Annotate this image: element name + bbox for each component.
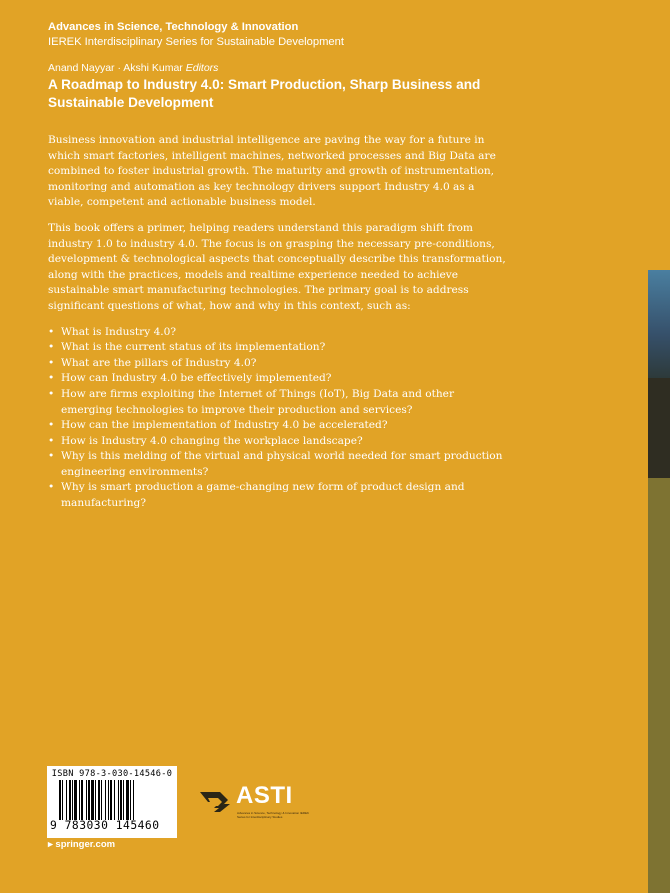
- list-item: • How is Industry 4.0 changing the workplace landscape?: [48, 434, 506, 450]
- paragraph: This book offers a primer, helping readers understand this paradigm shift from industry 1.0 to industry 4.0. The focus is on grasping the necessary pre-conditions, development & technological aspects that conceptually describe this transformation, along with the practices, models and realtime experience needed to achieve sustainable smart manufacturing technologies. The primary goal is to address significant questions of what, how and why in this context, such as:: [48, 221, 506, 312]
- barcode-bar: [110, 780, 112, 820]
- barcode-bar: [72, 780, 73, 820]
- editors: [48, 62, 218, 74]
- paragraph: Business innovation and industrial intelligence are paving the way for a future in which smart factories, intelligent machines, networked processes and Big Data are combined to foster industrial growth. The maturity and growth of instrumentation, monitoring and automation as key technology drivers support Industry 4.0 as a viable, competent and actionable business model.: [48, 134, 496, 209]
- barcode-bar: [88, 780, 90, 820]
- barcode-bar: [86, 780, 87, 820]
- barcode-bar: [133, 780, 134, 820]
- barcode-bar: [108, 780, 109, 820]
- editor-names: Anand Nayyar · Akshi Kumar: [48, 62, 183, 74]
- barcode-bar: [105, 780, 106, 820]
- back-cover-text: [48, 133, 506, 512]
- book-title: A Roadmap to Industry 4.0: Smart Production, Sharp Business and Sustainable Development: [48, 77, 481, 110]
- barcode-bar: [98, 780, 100, 820]
- list-item: • How can Industry 4.0 be effectively implemented?: [48, 371, 506, 387]
- barcode-bar: [118, 780, 119, 820]
- barcode-bar: [81, 780, 83, 820]
- barcode-bar: [114, 780, 115, 820]
- barcode-bar: [120, 780, 122, 820]
- barcode-bars: [59, 780, 169, 822]
- list-item: • How are firms exploiting the Internet of Things (IoT), Big Data and other emerging technologies to improve their production and services?: [48, 387, 506, 418]
- springer-link[interactable]: ▸ springer.com: [48, 839, 116, 850]
- barcode-bar: [59, 780, 61, 820]
- barcode-bar: [74, 780, 77, 820]
- edge-stripe-dark: [648, 378, 670, 478]
- asti-logo-tagline: Advances in Science, Technology & Innovation IEREK Series for Interdisciplinary Studies: [237, 811, 309, 819]
- barcode-bar: [95, 780, 96, 820]
- barcode-digits: 9 783030 145460: [50, 819, 160, 832]
- barcode-bar: [66, 780, 67, 820]
- list-item: • What is the current status of its implementation?: [48, 340, 506, 356]
- series-subtitle: IEREK Interdisciplinary Series for Sustainable Development: [48, 36, 344, 48]
- edge-stripe-olive: [648, 478, 670, 893]
- barcode-bar: [69, 780, 71, 820]
- barcode-bar: [126, 780, 129, 820]
- barcode-bar: [123, 780, 124, 820]
- editor-role: Editors: [185, 62, 219, 74]
- isbn-label: ISBN 978-3-030-14546-0: [51, 769, 173, 779]
- barcode-bar: [79, 780, 80, 820]
- springer-url[interactable]: springer.com: [55, 839, 116, 850]
- list-item: • What are the pillars of Industry 4.0?: [48, 356, 506, 372]
- asti-logo-text: ASTI: [236, 782, 293, 809]
- barcode-bar: [130, 780, 131, 820]
- edge-stripe-orange: [648, 0, 670, 270]
- question-list: [48, 325, 506, 512]
- series-info: [48, 20, 344, 50]
- barcode: [47, 766, 177, 838]
- list-item: • Why is smart production a game-changing new form of product design and manufacturing?: [48, 480, 506, 511]
- barcode-bar: [101, 780, 102, 820]
- series-title: Advances in Science, Technology & Innovation: [48, 21, 299, 33]
- list-item: • Why is this melding of the virtual and physical world needed for smart production engineering environments?: [48, 449, 506, 480]
- edge-stripe-blue: [648, 270, 670, 378]
- list-item: • How can the implementation of Industry 4.0 be accelerated?: [48, 418, 506, 434]
- barcode-bar: [62, 780, 63, 820]
- barcode-bar: [91, 780, 94, 820]
- list-item: • What is Industry 4.0?: [48, 325, 506, 341]
